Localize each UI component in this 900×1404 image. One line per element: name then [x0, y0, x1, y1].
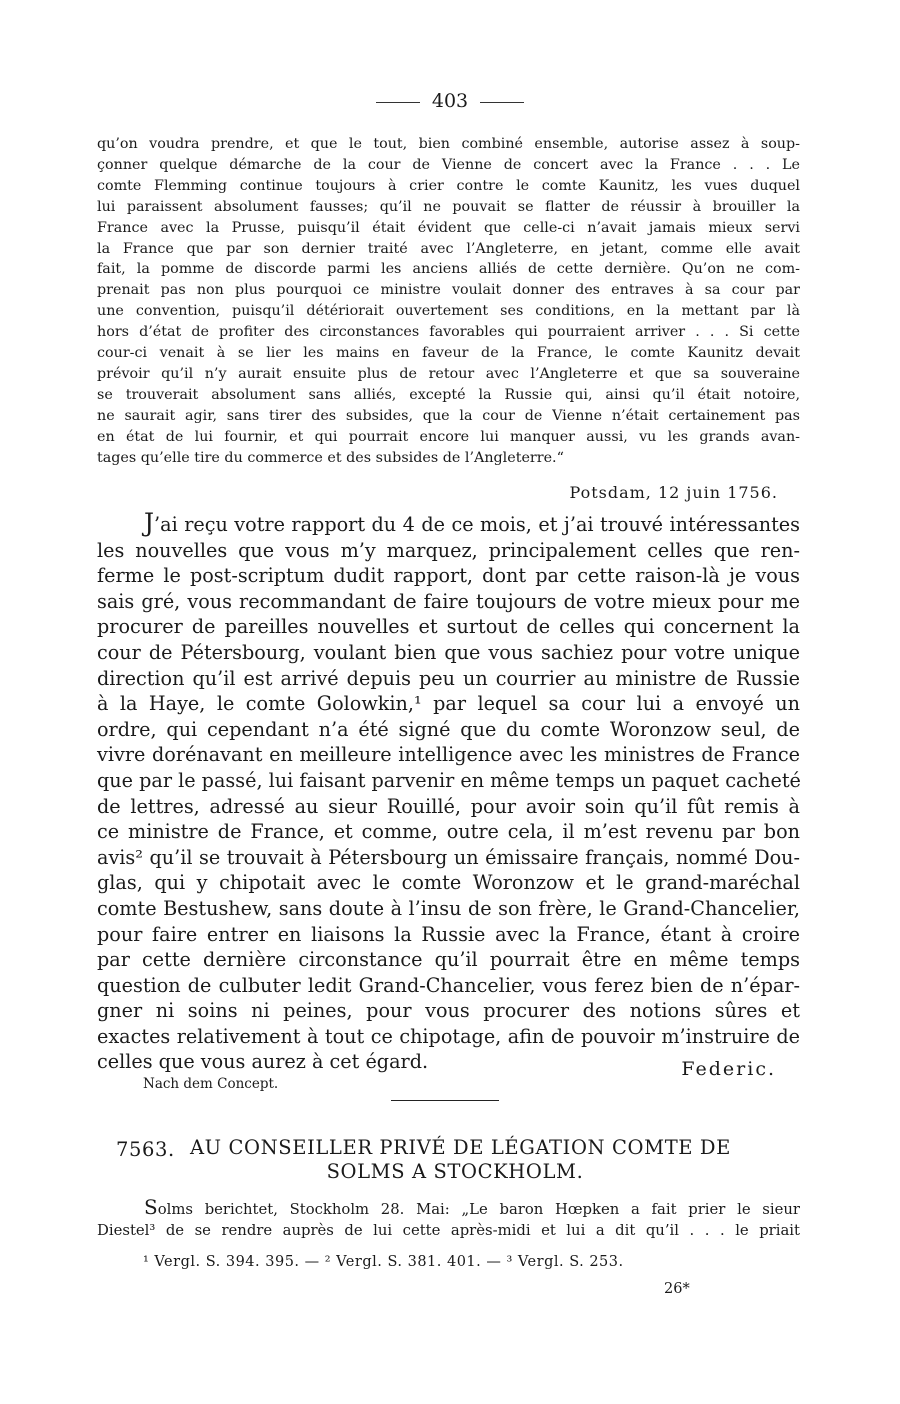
sheet-signature: 26* [664, 1281, 690, 1297]
signature: Federic. [681, 1058, 776, 1080]
header-dash-right [480, 102, 524, 103]
dateline: Potsdam, 12 juin 1756. [569, 483, 778, 502]
letter-line: de lettres, adressé au sieur Rouillé, pour avoir soin qu’il fût remis à [97, 794, 800, 818]
letter-line: gner ni soins ni peines, pour vous procurer des notions sûres et [97, 999, 800, 1023]
letter-line: que par le passé, lui faisant parvenir en même temps un paquet cacheté [97, 768, 801, 792]
letter-line: avis² qu’il se trouvait à Pétersbourg un émissaire français, nommé Dou- [97, 845, 800, 869]
quote-line: comte Flemming continue toujours à crier contre le comte Kaunitz, les vues duquel [97, 177, 800, 194]
letter-line: exactes relativement à tout ce chipotage, afin de pouvoir m’instruire de [97, 1024, 800, 1048]
letter-line: glas, qui y chipotait avec le comte Woronzow et le grand-maréchal [97, 871, 800, 895]
letter-line: comte Bestushew, sans doute à l’insu de son frère, le Grand-Chancelier, [97, 896, 800, 920]
quote-line: la France que par son dernier traité avec l’Angleterre, en jetant, comme elle avait [97, 240, 800, 257]
letter-line: direction qu’il est arrivé depuis peu un courrier au ministre de Russie [97, 666, 800, 690]
quote-line: lui paraissent absolument fausses; qu’il ne pouvait se flatter de réussir à brouiller la [97, 198, 800, 215]
page-number: 403 [431, 90, 469, 112]
section-title-line-2: SOLMS A STOCKHOLM. [326, 1160, 584, 1183]
quote-line: tages qu’elle tire du commerce et des subsides de l’Angleterre.“ [97, 449, 564, 466]
letter-line: question de culbuter ledit Grand-Chancelier, vous ferez bien de n’épar- [97, 973, 800, 997]
letter-line: les nouvelles que vous m’y marquez, principalement celles que ren- [97, 538, 800, 562]
quote-line: en état de lui fournir, et qui pourrait encore lui manquer aussi, vu les grands avan- [97, 428, 800, 445]
letter-line-text: ’ai reçu votre rapport du 4 de ce mois, et j’ai trouvé intéressantes [154, 513, 800, 536]
letter-line: cour de Pétersbourg, voulant bien que vous sachiez pour votre unique [97, 640, 800, 664]
quote-line: çonner quelque démarche de la cour de Vienne de concert avec la France . . . Le [97, 156, 800, 173]
footnotes: ¹ Vergl. S. 394. 395. — ² Vergl. S. 381. 401. — ³ Vergl. S. 253. [143, 1254, 624, 1270]
intro-cap: S [144, 1195, 158, 1219]
section-divider [391, 1100, 499, 1101]
section-title-line-1: AU CONSEILLER PRIVÉ DE LÉGATION COMTE DE [190, 1136, 731, 1159]
quote-line: fait, la pomme de discorde parmi les anciens alliés de cette dernière. Qu’on ne com- [97, 261, 800, 278]
quote-line: hors d’état de profiter des circonstances favorables qui pourraient arriver . . . Si cette [97, 324, 800, 341]
letter-line: à la Haye, le comte Golowkin,¹ par lequel sa cour lui a envoyé un [97, 692, 800, 716]
section-number: 7563. [116, 1138, 175, 1161]
letter-line: pour faire entrer en liaisons la Russie avec la France, étant à croire [97, 922, 800, 946]
letter-line: procurer de pareilles nouvelles et surtout de celles qui concernent la [97, 615, 800, 639]
drop-cap: J [144, 508, 155, 537]
intro-line: Diestel³ de se rendre auprès de lui cette après-midi et lui a dit qu’il . . . le priait [97, 1222, 800, 1239]
source-note: Nach dem Concept. [143, 1076, 279, 1092]
intro-line-text: olms berichtet, Stockholm 28. Mai: „Le baron Hœpken a fait prier le sieur [157, 1201, 800, 1218]
letter-body [97, 510, 800, 1075]
letter-line: celles que vous aurez à cet égard. [97, 1050, 429, 1074]
letter-line: par cette dernière circonstance qu’il pourrait être en même temps [97, 948, 800, 972]
quote-line: cour-ci venait à se lier les mains en faveur de la France, le comte Kaunitz devait [97, 345, 800, 362]
section-intro [97, 1197, 800, 1241]
quote-line: prévoir qu’il n’y aurait ensuite plus de retour avec l’Angleterre et que sa souveraine [97, 365, 800, 382]
letter-line-first [97, 510, 800, 538]
letter-line: ordre, qui cependant n’a été signé que du comte Woronzow seul, de [97, 717, 800, 741]
letter-line: ferme le post-scriptum dudit rapport, dont par cette raison-là je vous [97, 564, 800, 588]
section-heading [100, 1136, 800, 1184]
letter-line: vivre dorénavant en meilleure intelligence avec les ministres de France [97, 743, 800, 767]
quoted-report [97, 134, 800, 469]
letter-line: ce ministre de France, et comme, outre cela, il m’est revenu par bon [97, 820, 800, 844]
header-dash-left [376, 102, 420, 103]
letter-line: sais gré, vous recommandant de faire toujours de votre mieux pour me [97, 589, 800, 613]
quote-line: prenait pas non plus pourquoi ce ministre voulait donner des entraves à sa cour par [97, 282, 800, 299]
quote-line: qu’on voudra prendre, et que le tout, bien combiné ensemble, autorise assez à soup- [97, 136, 800, 152]
intro-line-first [97, 1197, 800, 1220]
quote-line: ne saurait agir, sans tirer des subsides, que la cour de Vienne n’était certainement pas [97, 407, 800, 424]
quote-line: une convention, puisqu’il détériorait ouvertement ses conditions, en la mettant par là [97, 303, 800, 320]
quote-line: France avec la Prusse, puisqu’il était évident que celle-ci n’avait jamais mieux servi [97, 219, 800, 236]
page-header [0, 90, 900, 112]
quote-line: se trouverait absolument sans alliés, excepté la Russie qui, ainsi qu’il était notoire, [97, 386, 800, 403]
